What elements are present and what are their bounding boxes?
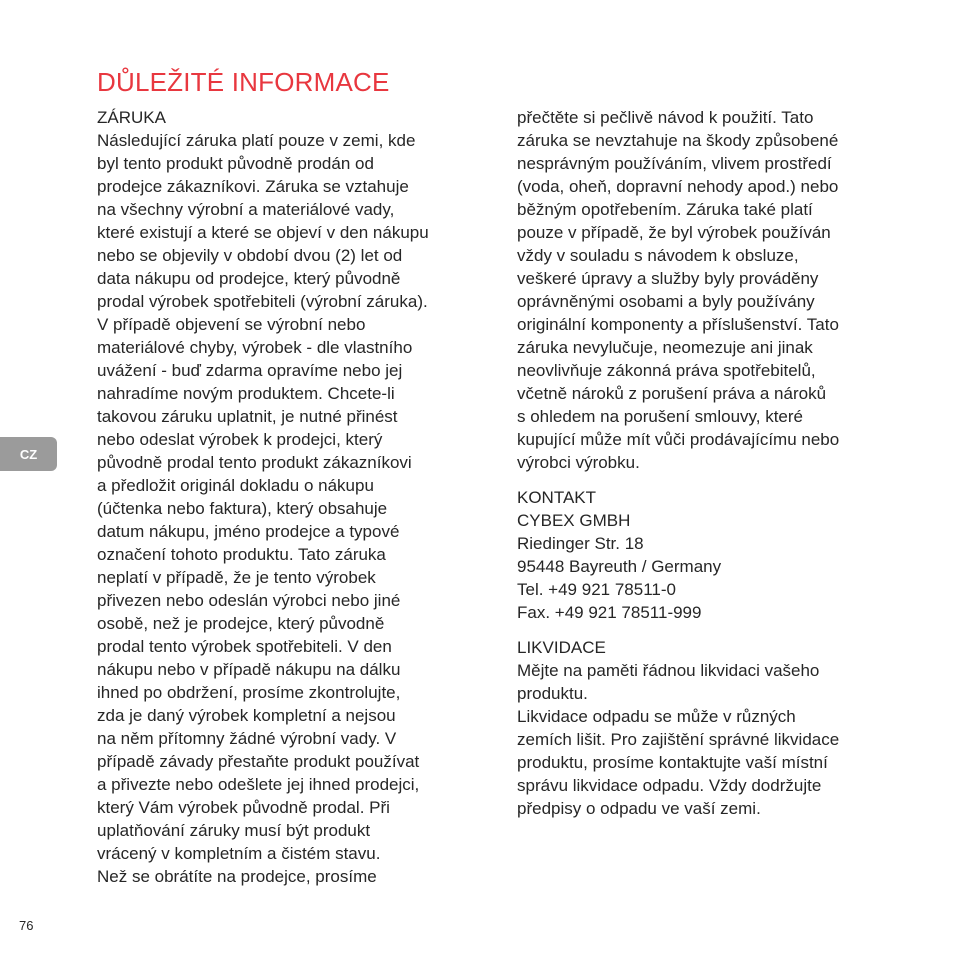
- text-line: který Vám výrobek původně prodal. Při: [97, 798, 390, 817]
- text-line: záruka nevylučuje, neomezuje ani jinak: [517, 338, 813, 357]
- text-line: s ohledem na porušení smlouvy, které: [517, 407, 803, 426]
- text-line: uplatňování záruky musí být produkt: [97, 821, 371, 840]
- text-line: správu likvidace odpadu. Vždy dodržujte: [517, 776, 822, 795]
- contact-company: CYBEX GMBH: [517, 511, 631, 530]
- text-line: a přivezte nebo odešlete jej ihned prodejci,: [97, 775, 420, 794]
- contact-heading: KONTAKT: [517, 488, 597, 507]
- text-line: nákupu nebo v případě nákupu na dálku: [97, 660, 401, 679]
- warranty-heading: ZÁRUKA: [97, 108, 166, 127]
- text-line: pouze v případě, že byl výrobek používán: [517, 223, 831, 242]
- page-number: 76: [19, 918, 34, 933]
- text-line: Následující záruka platí pouze v zemi, kde: [97, 131, 416, 150]
- text-line: Mějte na paměti řádnou likvidaci vašeho: [517, 661, 820, 680]
- text-line: vždy v souladu s návodem k obsluze,: [517, 246, 799, 265]
- text-line: prodejce zákazníkovi. Záruka se vztahuje: [97, 177, 409, 196]
- contact-street: Riedinger Str. 18: [517, 534, 644, 553]
- contact-fax: Fax. +49 921 78511-999: [517, 603, 702, 622]
- text-line: na všechny výrobní a materiálové vady,: [97, 200, 395, 219]
- text-line: výrobci výrobku.: [517, 453, 640, 472]
- text-line: nebo se objevily v období dvou (2) let od: [97, 246, 403, 265]
- text-line: záruka se nevztahuje na škody způsobené: [517, 131, 839, 150]
- text-line: nebo odeslat výrobek k prodejci, který: [97, 430, 383, 449]
- text-line: zemích lišit. Pro zajištění správné likvidace: [517, 730, 840, 749]
- text-line: které existují a které se objeví v den nákupu: [97, 223, 429, 242]
- text-line: nesprávným používáním, vlivem prostředí: [517, 154, 832, 173]
- text-line: na něm přítomny žádné výrobní vady. V: [97, 729, 397, 748]
- text-line: neplatí v případě, že je tento výrobek: [97, 568, 376, 587]
- text-line: označení tohoto produktu. Tato záruka: [97, 545, 386, 564]
- contact-city: 95448 Bayreuth / Germany: [517, 557, 722, 576]
- text-line: neovlivňuje zákonná práva spotřebitelů,: [517, 361, 816, 380]
- text-line: originální komponenty a příslušenství. Tato: [517, 315, 839, 334]
- text-line: vrácený v kompletním a čistém stavu.: [97, 844, 381, 863]
- text-line: případě závady přestaňte produkt používat: [97, 752, 420, 771]
- disposal-heading: LIKVIDACE: [517, 638, 606, 657]
- text-line: původně prodal tento produkt zákazníkovi: [97, 453, 412, 472]
- text-line: kupující může mít vůči prodávajícímu nebo: [517, 430, 840, 449]
- text-line: Likvidace odpadu se může v různých: [517, 707, 796, 726]
- language-tab: CZ: [0, 437, 57, 471]
- text-line: V případě objevení se výrobní nebo: [97, 315, 366, 334]
- text-line: a předložit originál dokladu o nákupu: [97, 476, 374, 495]
- text-line: osobě, než je prodejce, který původně: [97, 614, 385, 633]
- text-line: byl tento produkt původně prodán od: [97, 154, 374, 173]
- left-column: [97, 106, 487, 888]
- text-line: předpisy o odpadu ve vaší zemi.: [517, 799, 761, 818]
- contact-phone: Tel. +49 921 78511-0: [517, 580, 676, 599]
- text-line: Než se obrátíte na prodejce, prosíme: [97, 867, 377, 886]
- text-line: datum nákupu, jméno prodejce a typové: [97, 522, 400, 541]
- text-line: nahradíme novým produktem. Chcete-li: [97, 384, 395, 403]
- section-gap: [517, 474, 902, 486]
- text-line: včetně nároků z porušení práva a nároků: [517, 384, 827, 403]
- warranty-text: [97, 129, 487, 888]
- text-line: prodal tento výrobek spotřebiteli. V den: [97, 637, 392, 656]
- text-line: materiálové chyby, výrobek - dle vlastního: [97, 338, 413, 357]
- page-title: DŮLEŽITÉ INFORMACE: [97, 67, 390, 98]
- right-column: [517, 106, 902, 820]
- text-line: ihned po obdržení, prosíme zkontrolujte,: [97, 683, 401, 702]
- disposal-text: [517, 659, 902, 820]
- text-line: uvážení - buď zdarma opravíme nebo jej: [97, 361, 403, 380]
- text-line: produktu, prosíme kontaktujte vaší místní: [517, 753, 828, 772]
- text-line: běžným opotřebením. Záruka také platí: [517, 200, 813, 219]
- text-line: produktu.: [517, 684, 588, 703]
- text-line: zda je daný výrobek kompletní a nejsou: [97, 706, 396, 725]
- warranty-text-continued: [517, 106, 902, 474]
- text-line: takovou záruku uplatnit, je nutné přinést: [97, 407, 398, 426]
- text-line: přivezen nebo odeslán výrobci nebo jiné: [97, 591, 401, 610]
- text-line: (voda, oheň, dopravní nehody apod.) nebo: [517, 177, 839, 196]
- text-line: přečtěte si pečlivě návod k použití. Tato: [517, 108, 814, 127]
- text-line: prodal výrobek spotřebiteli (výrobní záruka).: [97, 292, 428, 311]
- text-line: (účtenka nebo faktura), který obsahuje: [97, 499, 388, 518]
- section-gap: [517, 624, 902, 636]
- text-line: oprávněnými osobami a byly používány: [517, 292, 815, 311]
- text-line: veškeré úpravy a služby byly prováděny: [517, 269, 819, 288]
- text-line: data nákupu od prodejce, který původně: [97, 269, 401, 288]
